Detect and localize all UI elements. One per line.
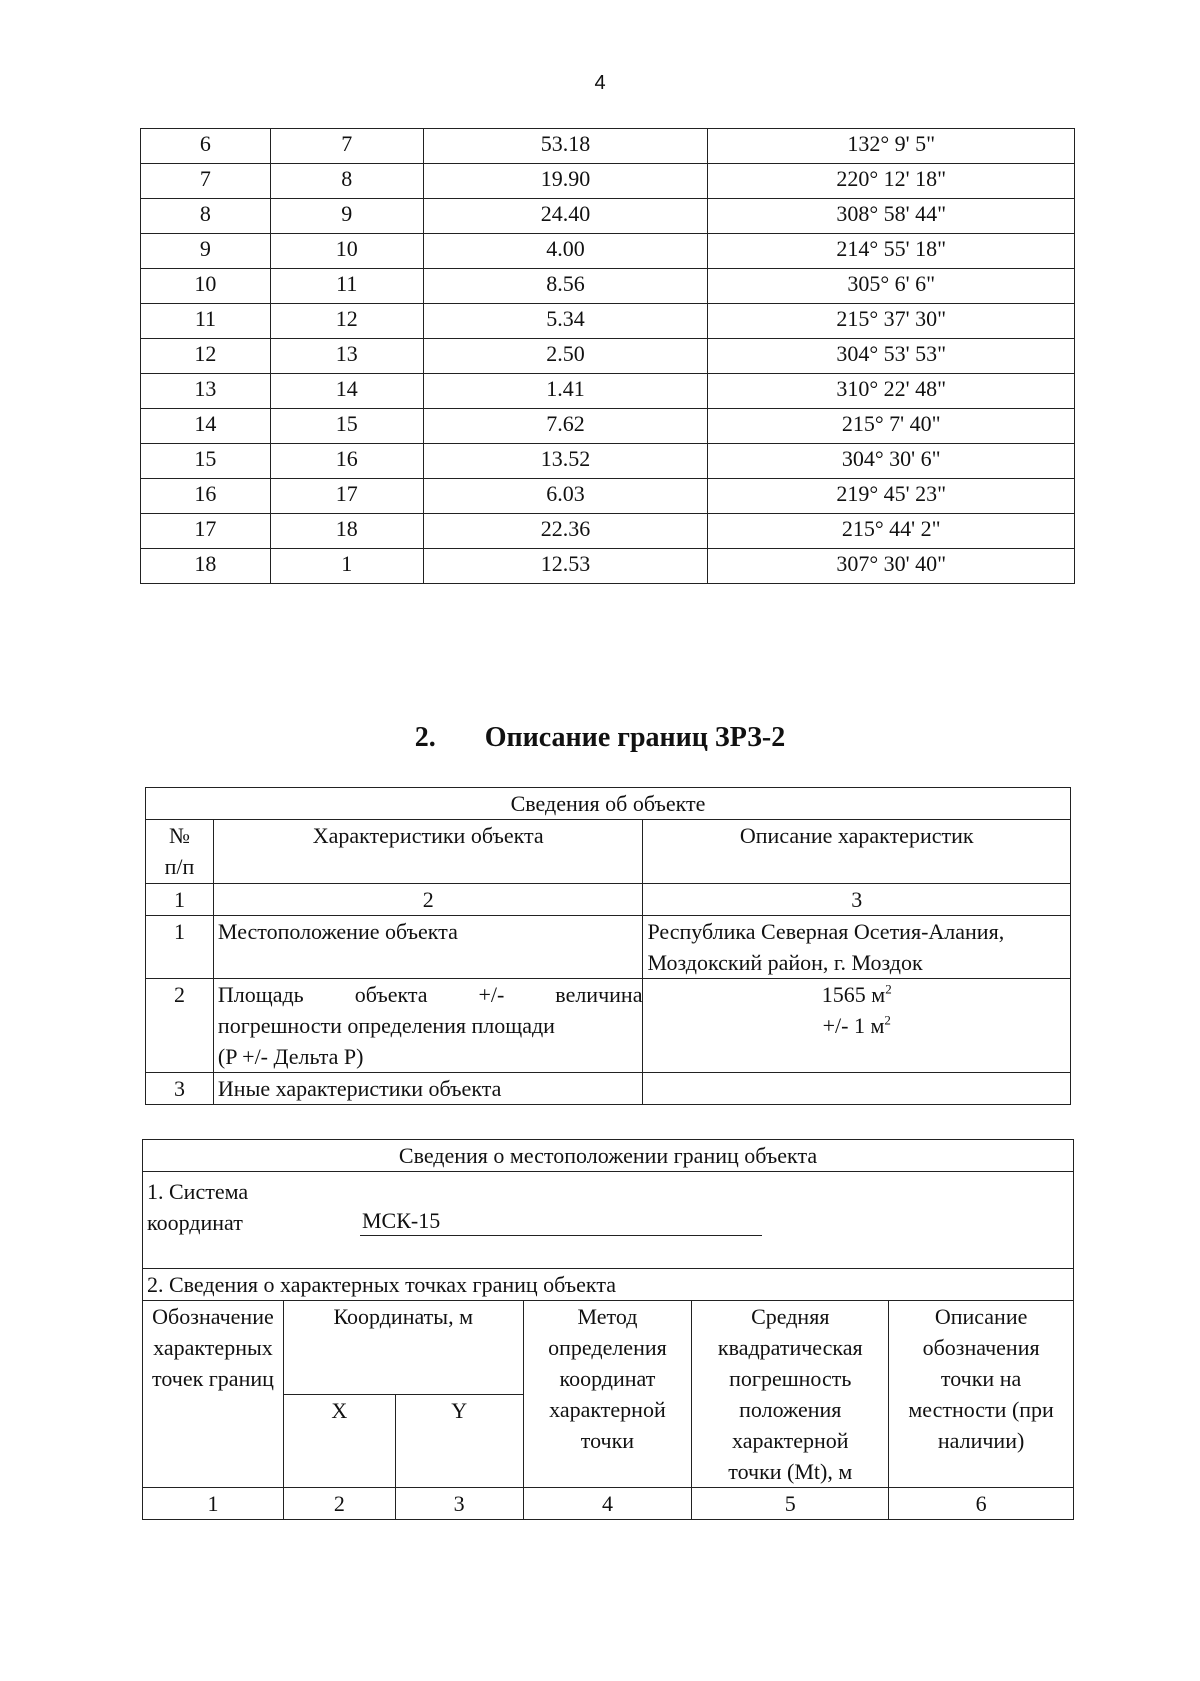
row-1-value-line1: Республика Северная Осетия-Алания, <box>647 919 1005 944</box>
header-method-line3: координат <box>559 1366 656 1391</box>
header-error-line3: погрешность <box>729 1366 852 1391</box>
segment-length: 5.34 <box>423 304 708 339</box>
segment-to-point: 11 <box>270 269 423 304</box>
segment-to-point: 18 <box>270 514 423 549</box>
segment-length: 6.03 <box>423 479 708 514</box>
header-coords: Координаты, м <box>283 1301 523 1395</box>
header-designation-line3: точек границ <box>152 1366 274 1391</box>
segment-bearing: 132° 9' 5" <box>708 129 1075 164</box>
row-1-value <box>643 916 1071 979</box>
header-error-line4: положения <box>739 1397 842 1422</box>
header-designation-line1: Обозначение <box>152 1304 274 1329</box>
segment-row <box>141 269 1075 304</box>
segment-row <box>141 164 1075 199</box>
header-designation-line2: характерных <box>153 1335 273 1360</box>
segment-from-point: 10 <box>141 269 271 304</box>
header-desc-line1: Описание <box>934 1304 1028 1329</box>
segment-from-point: 7 <box>141 164 271 199</box>
coord-system-label-line1: 1. Система <box>147 1179 249 1204</box>
row-1-name: Местоположение объекта <box>213 916 643 979</box>
segment-row <box>141 514 1075 549</box>
segment-length: 4.00 <box>423 234 708 269</box>
header-desc-line5: наличии) <box>937 1428 1025 1453</box>
coord-system-label-line2: координат <box>147 1210 243 1235</box>
segment-from-point: 12 <box>141 339 271 374</box>
header-y: Y <box>395 1394 523 1488</box>
segments-table <box>140 128 1075 584</box>
section-title-text: Описание границ ЗРЗ-2 <box>484 722 786 753</box>
header-x: X <box>283 1394 395 1488</box>
segment-length: 24.40 <box>423 199 708 234</box>
segment-to-point: 13 <box>270 339 423 374</box>
header-num-line1: № <box>168 823 190 848</box>
header-error-line6: точки (Mt), м <box>728 1459 853 1484</box>
segment-row <box>141 304 1075 339</box>
header-point-description <box>889 1301 1074 1488</box>
row-1-num: 1 <box>146 916 214 979</box>
header-designation <box>143 1301 284 1488</box>
coord-system-label <box>147 1176 287 1238</box>
segment-to-point: 16 <box>270 444 423 479</box>
segment-row <box>141 199 1075 234</box>
segment-length: 7.62 <box>423 409 708 444</box>
header-desc-line2: обозначения <box>922 1335 1040 1360</box>
segment-length: 12.53 <box>423 549 708 584</box>
header-method-line1: Метод <box>577 1304 638 1329</box>
segment-length: 1.41 <box>423 374 708 409</box>
row-1-value-line2: Моздокский район, г. Моздок <box>647 950 923 975</box>
loc-col-number-4: 4 <box>523 1488 692 1520</box>
segment-length: 2.50 <box>423 339 708 374</box>
segment-bearing: 215° 44' 2" <box>708 514 1075 549</box>
header-error-line1: Средняя <box>751 1304 830 1329</box>
row-3-num: 3 <box>146 1073 214 1105</box>
segment-length: 8.56 <box>423 269 708 304</box>
segment-bearing: 305° 6' 6" <box>708 269 1075 304</box>
segment-row <box>141 374 1075 409</box>
row-2-name-line3: (P +/- Дельта P) <box>217 1044 364 1069</box>
header-desc-line3: точки на <box>940 1366 1022 1391</box>
loc-col-number-1: 1 <box>143 1488 284 1520</box>
header-num-line2: п/п <box>164 854 195 879</box>
header-error-line2: квадратическая <box>717 1335 863 1360</box>
section-title <box>0 722 1200 754</box>
segment-row <box>141 444 1075 479</box>
segment-from-point: 8 <box>141 199 271 234</box>
coord-system-value: МСК-15 <box>360 1207 762 1236</box>
segment-row <box>141 409 1075 444</box>
area-value: 1565 $м^2$ <box>821 981 892 1007</box>
loc-col-number-3: 3 <box>395 1488 523 1520</box>
col-number-3: 3 <box>643 884 1071 916</box>
segment-from-point: 9 <box>141 234 271 269</box>
segment-to-point: 15 <box>270 409 423 444</box>
page-number: 4 <box>594 72 606 94</box>
segment-to-point: 9 <box>270 199 423 234</box>
header-method <box>523 1301 692 1488</box>
location-caption: Сведения о местоположении границ объекта <box>143 1140 1074 1172</box>
segment-bearing: 215° 7' 40" <box>708 409 1075 444</box>
area-error: +/- 1 $м^2$ <box>822 1012 891 1038</box>
segment-to-point: 1 <box>270 549 423 584</box>
segment-to-point: 17 <box>270 479 423 514</box>
loc-col-number-5: 5 <box>692 1488 889 1520</box>
segment-bearing: 214° 55' 18" <box>708 234 1075 269</box>
segment-bearing: 310° 22' 48" <box>708 374 1075 409</box>
row-3-value <box>643 1073 1071 1105</box>
segment-to-point: 10 <box>270 234 423 269</box>
location-info-table <box>142 1139 1074 1520</box>
segment-from-point: 18 <box>141 549 271 584</box>
segment-from-point: 17 <box>141 514 271 549</box>
segment-bearing: 220° 12' 18" <box>708 164 1075 199</box>
header-method-line2: определения <box>548 1335 667 1360</box>
header-method-line4: характерной <box>549 1397 666 1422</box>
segment-from-point: 13 <box>141 374 271 409</box>
segment-bearing: 219° 45' 23" <box>708 479 1075 514</box>
segment-row <box>141 129 1075 164</box>
header-error-line5: характерной <box>731 1428 849 1453</box>
loc-col-number-2: 2 <box>283 1488 395 1520</box>
header-desc-line4: местности (при <box>908 1397 1054 1422</box>
segment-bearing: 307° 30' 40" <box>708 549 1075 584</box>
col-number-1: 1 <box>146 884 214 916</box>
header-num <box>146 820 214 884</box>
col-number-2: 2 <box>213 884 643 916</box>
segment-to-point: 7 <box>270 129 423 164</box>
row-3-name: Иные характеристики объекта <box>213 1073 643 1105</box>
header-error <box>692 1301 889 1488</box>
segment-length: 53.18 <box>423 129 708 164</box>
row-2-name-line2: погрешности определения площади <box>217 1013 555 1038</box>
segment-row <box>141 339 1075 374</box>
segment-row <box>141 479 1075 514</box>
object-info-table <box>145 787 1071 1105</box>
coord-system-cell <box>143 1172 1074 1269</box>
header-characteristics: Характеристики объекта <box>213 820 643 884</box>
object-info-caption: Сведения об объекте <box>146 788 1071 820</box>
segment-to-point: 12 <box>270 304 423 339</box>
segment-length: 22.36 <box>423 514 708 549</box>
row-2-value <box>643 979 1071 1073</box>
segment-bearing: 304° 53' 53" <box>708 339 1075 374</box>
segment-length: 19.90 <box>423 164 708 199</box>
segment-length: 13.52 <box>423 444 708 479</box>
segment-from-point: 11 <box>141 304 271 339</box>
section-number: 2. <box>414 722 436 753</box>
segment-bearing: 308° 58' 44" <box>708 199 1075 234</box>
segment-from-point: 6 <box>141 129 271 164</box>
row-2-num: 2 <box>146 979 214 1073</box>
row-2-name-line1: Площадь объекта +/- величина <box>217 982 643 1007</box>
segment-from-point: 15 <box>141 444 271 479</box>
loc-col-number-6: 6 <box>889 1488 1074 1520</box>
segment-bearing: 304° 30' 6" <box>708 444 1075 479</box>
segment-from-point: 16 <box>141 479 271 514</box>
segment-row <box>141 549 1075 584</box>
header-description: Описание характеристик <box>643 820 1071 884</box>
segment-from-point: 14 <box>141 409 271 444</box>
segment-to-point: 8 <box>270 164 423 199</box>
row-2-name <box>213 979 643 1073</box>
segment-bearing: 215° 37' 30" <box>708 304 1075 339</box>
header-method-line5: точки <box>580 1428 635 1453</box>
segment-row <box>141 234 1075 269</box>
segment-to-point: 14 <box>270 374 423 409</box>
points-caption: 2. Сведения о характерных точках границ объекта <box>143 1269 1074 1301</box>
